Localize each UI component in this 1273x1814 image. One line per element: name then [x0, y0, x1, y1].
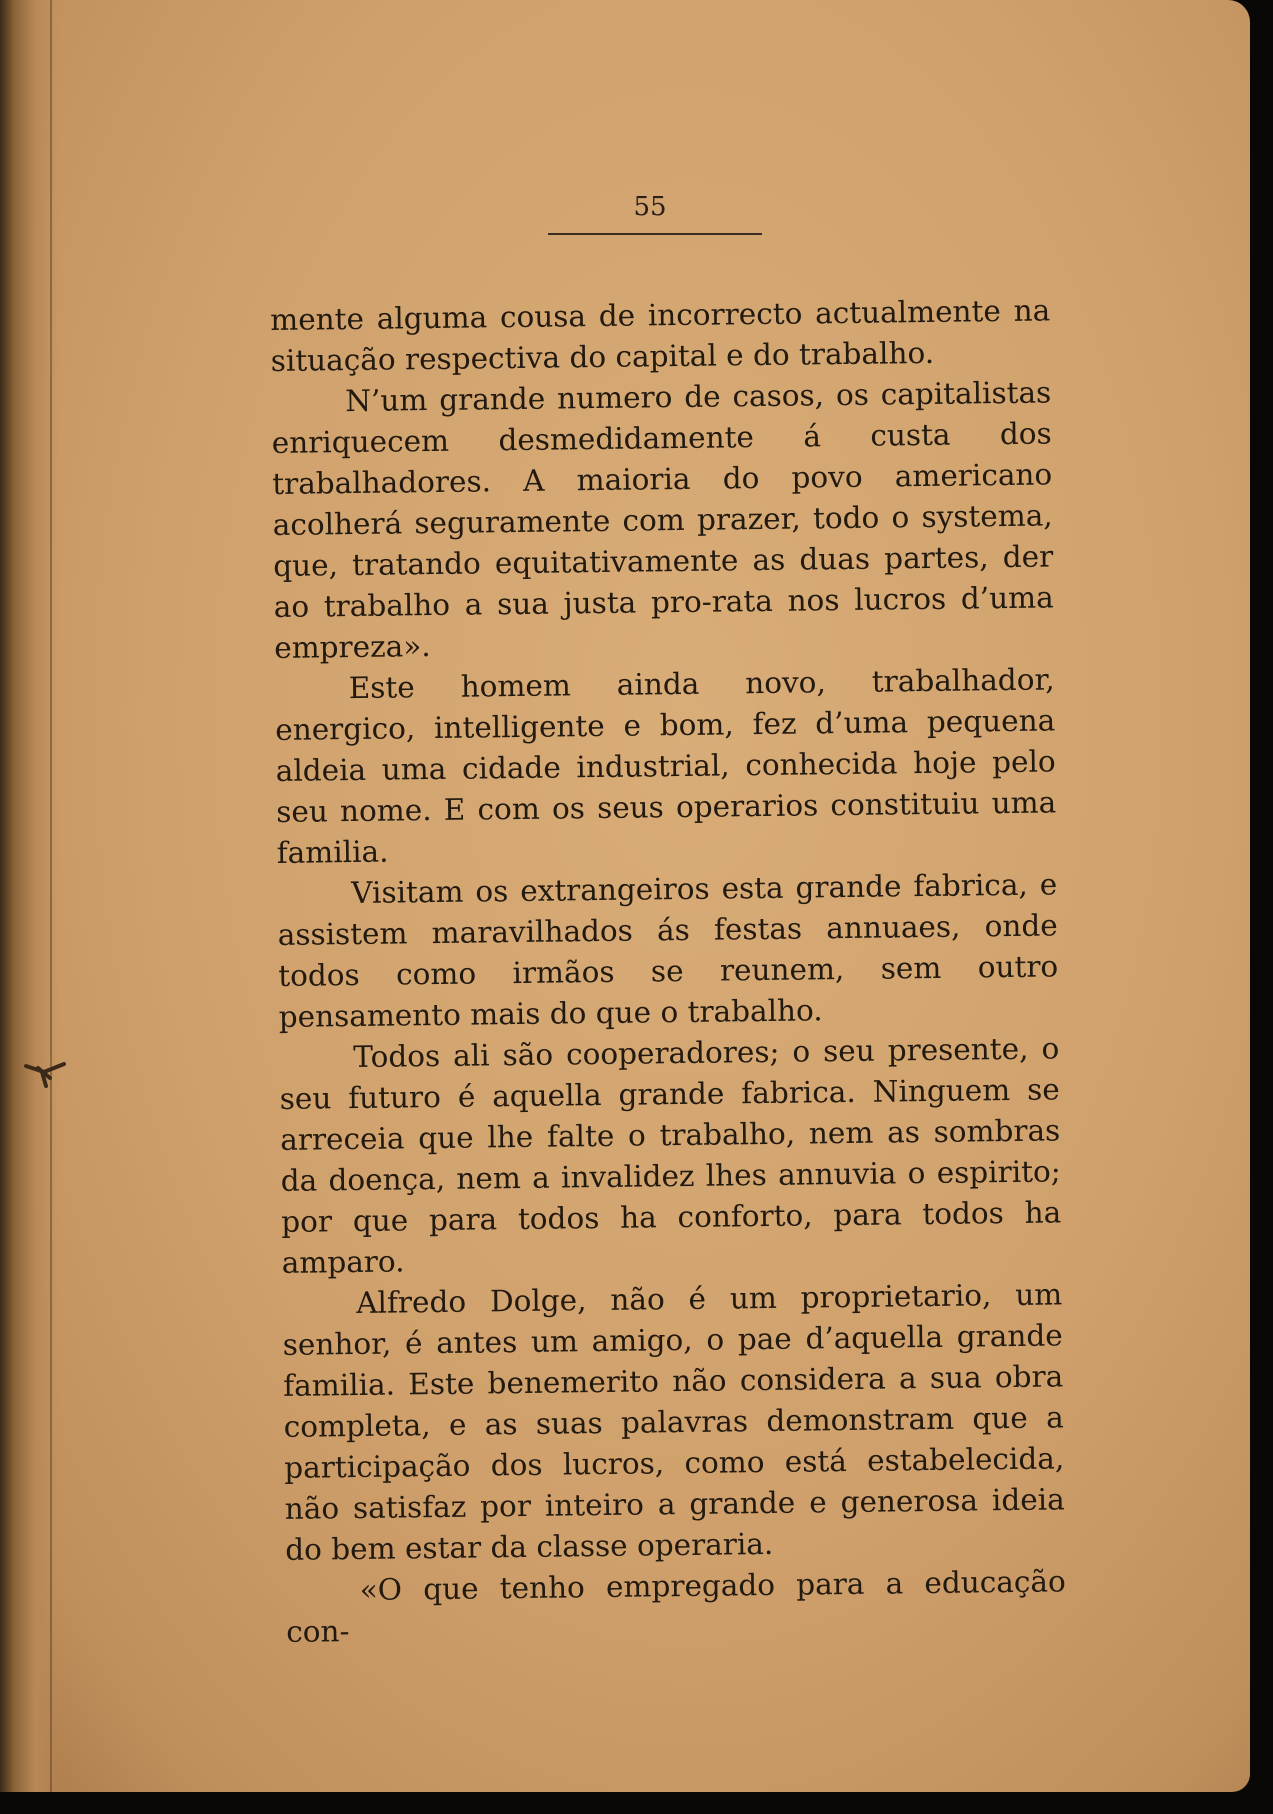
paragraph: Este homem ainda novo, trabalhador, energico, intelligente e bom, fez d’uma pequena aldeia uma cidade industrial, conhecida hoje pelo seu nome. E com os seus operarios constituiu uma familia.: [275, 662, 1057, 870]
paragraph: «O que tenho empregado para a educação con-: [286, 1564, 1066, 1649]
paragraph: mente alguma cousa de incorrecto actualmente na situação respectiva do capital e do trabalho.: [270, 293, 1051, 378]
page-number: 55: [633, 192, 667, 222]
paragraph: Visitam os extrangeiros esta grande fabrica, e assistem maravilhados ás festas annuaes, onde todos como irmãos se reunem, sem outro pensamento mais do que o trabalho.: [277, 867, 1059, 1034]
header-rule: [548, 233, 762, 235]
binding-thread-icon: [24, 1058, 70, 1088]
body-text: [270, 290, 1066, 1652]
paragraph: N’um grande numero de casos, os capitalistas enriquecem desmedidamente á custa dos trabalhadores. A maioria do povo americano acolherá seguramente com prazer, todo o systema, que, tratando equitativamente as duas partes, der ao trabalho a sua justa pro-rata nos lucros d’uma empreza».: [271, 375, 1054, 665]
binding-crease: [50, 0, 52, 1792]
paragraph: Alfredo Dolge, não é um proprietario, um senhor, é antes um amigo, o pae d’aquella grande familia. Este benemerito não considera a sua obra completa, e as suas palavras demonstram que a participação dos lucros, como está estabelecida, não satisfaz por inteiro a grande e generosa ideia do bem estar da classe operaria.: [282, 1277, 1065, 1567]
paragraph: Todos ali são cooperadores; o seu presente, o seu futuro é aquella grande fabrica. Ninguem se arreceia que lhe falte o trabalho, nem as sombras da doença, nem a invalidez lhes annuvia o espirito; por que para todos ha conforto, para todos ha amparo.: [279, 1031, 1062, 1280]
